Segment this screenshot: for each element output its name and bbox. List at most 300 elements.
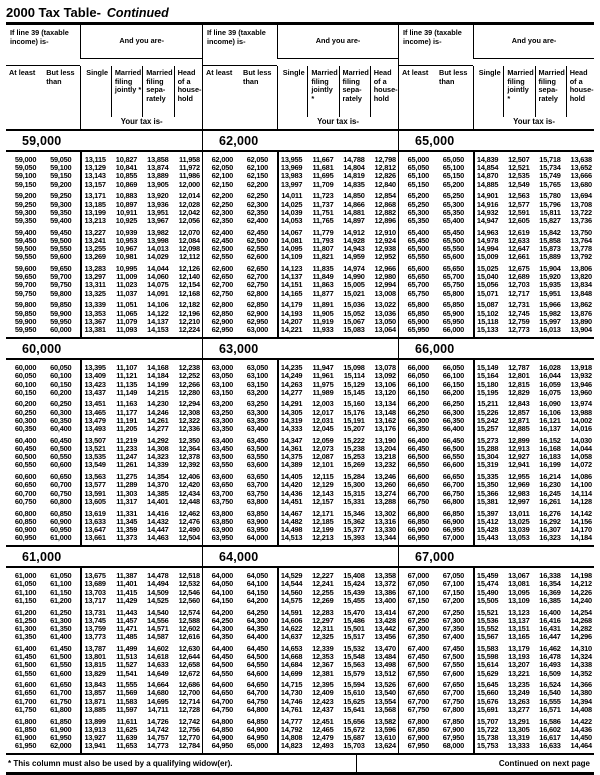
at-least-cell: 67,200 xyxy=(407,607,430,617)
at-least-cell: 60,950 xyxy=(14,533,37,543)
but-less-cell: 64,000 xyxy=(246,533,269,543)
table-row xyxy=(203,252,398,260)
tax-married-jointly-cell: 13,151 xyxy=(508,623,530,633)
tax-married-separately-cell: 16,276 xyxy=(539,508,561,518)
tax-married-separately-cell: 14,649 xyxy=(147,668,169,678)
but-less-cell: 65,250 xyxy=(442,191,465,201)
table-row xyxy=(6,725,202,733)
tax-married-jointly-cell: 11,219 xyxy=(116,435,138,445)
but-less-cell: 66,100 xyxy=(442,371,465,381)
table-row xyxy=(399,163,594,171)
at-least-cell: 65,250 xyxy=(407,199,430,209)
tax-married-jointly-cell: 13,011 xyxy=(508,508,530,518)
tax-married-separately-cell: 15,005 xyxy=(343,280,365,290)
table-row xyxy=(6,272,202,280)
tax-married-jointly-cell: 12,297 xyxy=(312,615,334,625)
tax-single-cell: 13,507 xyxy=(84,435,106,445)
tax-single-cell: 15,567 xyxy=(476,632,499,642)
tax-married-separately-cell: 14,881 xyxy=(343,207,365,217)
at-least-cell: 63,500 xyxy=(211,452,234,462)
table-row xyxy=(203,171,398,179)
table-row xyxy=(6,408,202,416)
tax-married-separately-cell: 15,811 xyxy=(539,207,561,217)
tax-married-separately-cell: 16,462 xyxy=(539,643,561,653)
at-least-cell: 65,600 xyxy=(407,264,430,274)
tax-married-separately-cell: 14,866 xyxy=(343,199,365,209)
at-least-cell: 65,150 xyxy=(407,179,430,189)
tax-married-jointly-cell: 11,793 xyxy=(312,235,334,245)
but-less-cell: 60,300 xyxy=(50,407,72,417)
tax-married-separately-cell: 15,393 xyxy=(343,533,365,543)
table-row xyxy=(203,733,398,741)
but-less-cell: 60,700 xyxy=(50,480,72,490)
but-less-cell: 66,500 xyxy=(442,444,465,453)
but-less-cell: 65,200 xyxy=(442,179,465,189)
tax-single-cell: 13,213 xyxy=(84,215,106,225)
tax-head-of-household-cell: 13,484 xyxy=(374,652,396,662)
tax-head-of-household-cell: 13,400 xyxy=(374,595,396,605)
tax-single-cell: 15,335 xyxy=(476,472,499,482)
but-less-cell: 62,150 xyxy=(246,171,269,181)
at-least-cell: 60,050 xyxy=(14,371,37,381)
table-row xyxy=(399,244,594,252)
at-least-cell: 63,400 xyxy=(211,435,234,445)
at-least-cell: 64,850 xyxy=(211,724,234,734)
tax-head-of-household-cell: 12,882 xyxy=(374,207,396,217)
tax-single-cell: 14,699 xyxy=(280,668,303,678)
tax-single-cell: 14,420 xyxy=(280,480,303,490)
but-less-cell: 66,850 xyxy=(442,508,465,518)
tax-head-of-household-cell: 14,212 xyxy=(570,579,592,589)
tax-head-of-household-cell: 13,596 xyxy=(374,724,396,734)
table-row xyxy=(399,579,594,587)
tax-single-cell: 13,129 xyxy=(84,163,106,173)
tax-head-of-household-cell: 14,310 xyxy=(570,643,592,653)
table-row xyxy=(6,371,202,379)
sections-container xyxy=(399,129,594,753)
but-less-cell: 63,150 xyxy=(246,379,269,389)
tax-head-of-household-cell: 12,098 xyxy=(178,244,200,254)
tax-single-cell: 14,095 xyxy=(280,244,303,254)
tax-married-separately-cell: 13,951 xyxy=(147,207,169,217)
but-less-cell: 62,800 xyxy=(246,288,269,298)
tax-single-cell: 15,583 xyxy=(476,643,499,653)
tax-married-jointly-cell: 11,177 xyxy=(116,407,138,417)
table-row xyxy=(399,632,594,640)
tax-head-of-household-cell: 13,806 xyxy=(570,264,592,274)
at-least-cell: 67,400 xyxy=(407,643,430,653)
tax-married-separately-cell: 16,338 xyxy=(539,571,561,581)
tax-married-jointly-cell: 13,109 xyxy=(508,595,530,605)
tax-single-cell: 13,591 xyxy=(84,488,106,498)
tax-married-separately-cell: 16,230 xyxy=(539,480,561,490)
but-less-cell: 65,850 xyxy=(442,300,465,310)
tax-married-separately-cell: 15,827 xyxy=(539,215,561,225)
table-row xyxy=(6,632,202,640)
tax-single-cell: 15,459 xyxy=(476,571,499,581)
but-less-cell: 67,500 xyxy=(442,652,465,662)
tax-single-cell: 13,675 xyxy=(84,571,106,581)
tax-single-cell: 15,195 xyxy=(476,387,499,397)
tax-single-cell: 15,133 xyxy=(476,324,499,334)
tax-head-of-household-cell: 13,218 xyxy=(374,452,396,462)
tax-head-of-household-cell: 13,988 xyxy=(570,407,592,417)
tax-married-jointly-cell: 12,129 xyxy=(312,480,334,490)
tax-head-of-household-cell: 13,974 xyxy=(570,399,592,409)
tax-married-jointly-cell: 11,135 xyxy=(116,379,138,389)
table-row xyxy=(399,652,594,660)
but-less-cell: 64,950 xyxy=(246,733,269,742)
at-least-cell: 62,600 xyxy=(211,264,234,274)
but-less-cell: 59,200 xyxy=(50,179,72,189)
tax-married-jointly-cell: 12,101 xyxy=(312,460,334,470)
but-less-cell: 61,850 xyxy=(50,716,72,726)
tax-head-of-household-cell: 13,414 xyxy=(374,607,396,617)
but-less-cell: 68,000 xyxy=(442,741,465,751)
tax-married-jointly-cell: 11,037 xyxy=(116,288,138,298)
at-least-cell: 61,350 xyxy=(14,632,37,642)
tax-single-cell: 15,087 xyxy=(476,300,499,310)
at-least-cell: 62,150 xyxy=(211,179,234,189)
but-less-cell: 66,600 xyxy=(442,460,465,470)
but-less-cell: 63,900 xyxy=(246,516,269,526)
tax-head-of-household-cell: 14,394 xyxy=(570,696,592,706)
tax-married-jointly-cell: 13,263 xyxy=(508,696,530,706)
tax-married-jointly-cell: 11,093 xyxy=(116,324,138,334)
tax-married-separately-cell: 14,819 xyxy=(343,171,365,181)
at-least-cell: 63,000 xyxy=(211,363,234,373)
table-row xyxy=(203,264,398,272)
tax-head-of-household-cell: 12,112 xyxy=(178,252,200,262)
tax-married-separately-cell: 14,153 xyxy=(147,324,169,334)
tax-married-jointly-cell: 11,555 xyxy=(116,680,138,690)
at-least-cell: 61,500 xyxy=(14,660,37,670)
but-less-cell: 63,450 xyxy=(246,435,269,445)
table-row xyxy=(203,717,398,725)
at-least-cell: 63,550 xyxy=(211,460,234,470)
tax-married-separately-cell: 15,408 xyxy=(343,571,365,581)
tax-married-separately-cell: 15,517 xyxy=(343,632,365,642)
tax-married-jointly-cell: 11,429 xyxy=(116,595,138,605)
but-less-cell: 67,300 xyxy=(442,615,465,625)
tax-single-cell: 15,304 xyxy=(476,452,499,462)
at-least-cell: 59,650 xyxy=(14,272,37,282)
tax-married-jointly-cell: 13,291 xyxy=(508,716,530,726)
at-least-cell: 59,750 xyxy=(14,288,37,298)
but-less-cell: 64,800 xyxy=(246,704,269,714)
at-least-cell: 65,000 xyxy=(407,155,430,164)
tax-head-of-household-cell: 12,966 xyxy=(374,264,396,274)
but-less-cell: 60,100 xyxy=(50,371,72,381)
at-least-cell: 66,550 xyxy=(407,460,430,470)
tax-married-jointly-cell: 12,647 xyxy=(508,244,530,254)
but-less-cell: 65,550 xyxy=(442,244,465,254)
tax-single-cell: 13,269 xyxy=(84,252,106,262)
tax-single-cell: 15,598 xyxy=(476,652,499,662)
at-least-cell: 59,450 xyxy=(14,235,37,245)
tax-single-cell: 14,839 xyxy=(476,155,499,164)
but-less-cell: 62,600 xyxy=(246,252,269,262)
tax-married-jointly-cell: 11,933 xyxy=(312,324,334,334)
tax-married-jointly-cell: 12,437 xyxy=(312,704,334,714)
tax-single-cell: 15,025 xyxy=(476,264,499,274)
table-row xyxy=(6,264,202,272)
tax-single-cell: 14,730 xyxy=(280,688,303,698)
tax-married-separately-cell: 14,804 xyxy=(343,163,365,173)
tax-single-cell: 15,149 xyxy=(476,363,499,373)
tax-married-jointly-cell: 12,451 xyxy=(312,716,334,726)
table-row xyxy=(6,155,202,163)
tax-married-jointly-cell: 13,221 xyxy=(508,668,530,678)
tax-head-of-household-cell: 13,680 xyxy=(570,179,592,189)
at-least-cell: 61,750 xyxy=(14,704,37,714)
at-least-cell: 63,800 xyxy=(211,508,234,518)
but-less-cell: 67,100 xyxy=(442,579,465,589)
table-row xyxy=(399,452,594,460)
tax-married-separately-cell: 15,424 xyxy=(343,579,365,589)
at-least-cell: 61,900 xyxy=(14,733,37,742)
at-least-cell: 64,150 xyxy=(211,595,234,605)
at-least-cell: 62,700 xyxy=(211,280,234,290)
tax-married-jointly-cell: 10,939 xyxy=(115,227,138,237)
tax-single-cell: 15,707 xyxy=(476,716,499,726)
table-row xyxy=(399,436,594,444)
table-row xyxy=(399,525,594,533)
tax-married-separately-cell: 15,377 xyxy=(343,524,365,534)
table-row xyxy=(399,644,594,652)
table-row xyxy=(6,680,202,688)
table-row xyxy=(203,399,398,407)
at-least-cell: 61,600 xyxy=(14,680,37,690)
tax-single-cell: 13,941 xyxy=(84,741,106,751)
at-least-cell: 60,600 xyxy=(14,472,37,482)
tax-single-cell: 14,575 xyxy=(280,595,303,605)
at-least-cell: 64,550 xyxy=(211,668,234,678)
tax-single-cell: 13,983 xyxy=(280,171,303,181)
at-least-cell: 59,950 xyxy=(14,324,37,334)
tax-married-separately-cell: 14,122 xyxy=(147,308,169,318)
tax-single-cell: 15,211 xyxy=(477,399,499,409)
tax-head-of-household-cell: 12,364 xyxy=(178,444,200,453)
but-less-cell: 66,950 xyxy=(442,524,465,534)
tax-head-of-household-cell: 13,526 xyxy=(374,680,396,690)
tax-married-separately-cell: 15,331 xyxy=(343,496,365,506)
at-least-cell: 63,250 xyxy=(211,407,234,417)
tax-married-separately-cell: 15,594 xyxy=(343,680,365,690)
qualifying-widower-footnote: * This column must also be used by a qualifying widow(er). xyxy=(6,755,357,772)
table-row xyxy=(399,317,594,325)
but-less-cell: 62,100 xyxy=(246,163,269,173)
tax-married-separately-cell: 15,191 xyxy=(343,415,365,425)
tax-married-separately-cell: 16,524 xyxy=(539,680,561,690)
at-least-cell: 62,850 xyxy=(211,308,234,318)
tax-single-cell: 14,823 xyxy=(280,741,303,751)
tax-married-jointly-cell: 11,149 xyxy=(116,387,138,397)
but-less-cell: 63,050 xyxy=(246,363,269,373)
tax-married-separately-cell: 15,904 xyxy=(539,264,561,274)
income-section-header: 59,000 xyxy=(6,129,202,152)
tax-head-of-household-cell: 12,574 xyxy=(178,607,200,617)
but-less-cell: 65,150 xyxy=(442,171,465,181)
income-section-header: 66,000 xyxy=(399,337,594,360)
tax-single-cell: 14,165 xyxy=(280,288,303,298)
table-row xyxy=(6,180,202,188)
tax-single-cell: 14,451 xyxy=(280,496,303,506)
tax-married-jointly-cell: 11,261 xyxy=(116,460,138,470)
group-header xyxy=(203,25,398,129)
tax-single-cell: 14,606 xyxy=(280,615,303,625)
tax-married-jointly-cell: 11,471 xyxy=(116,623,138,633)
section-rows xyxy=(399,568,594,753)
table-row xyxy=(203,363,398,371)
tax-single-cell: 13,199 xyxy=(84,207,106,217)
tax-married-jointly-cell: 12,031 xyxy=(312,415,334,425)
table-row xyxy=(6,300,202,308)
table-row xyxy=(399,717,594,725)
table-row xyxy=(6,533,202,541)
tax-single-cell: 13,619 xyxy=(84,508,106,518)
table-row xyxy=(203,272,398,280)
tax-married-jointly-cell: 13,249 xyxy=(508,688,530,698)
but-less-cell: 65,600 xyxy=(442,252,465,262)
tax-single-cell: 15,614 xyxy=(476,660,499,670)
but-less-cell: 67,550 xyxy=(442,660,465,670)
but-less-cell: 62,400 xyxy=(246,215,269,225)
table-row xyxy=(6,517,202,525)
at-least-cell: 62,950 xyxy=(211,324,234,334)
tax-married-separately-cell: 14,943 xyxy=(343,244,365,254)
table-row xyxy=(399,588,594,596)
but-less-cell: 65,400 xyxy=(442,215,465,225)
table-row xyxy=(203,388,398,396)
married-separately-header: Married filing sepa- rately xyxy=(535,66,566,117)
table-row xyxy=(203,216,398,224)
tax-married-separately-cell: 14,261 xyxy=(147,415,169,425)
tax-single-cell: 15,366 xyxy=(476,488,499,498)
at-least-cell: 62,500 xyxy=(211,244,234,254)
tax-single-cell: 14,039 xyxy=(280,207,303,217)
tax-married-jointly-cell: 12,857 xyxy=(508,407,530,417)
tax-head-of-household-cell: 14,128 xyxy=(570,496,592,506)
at-least-cell: 65,200 xyxy=(407,191,430,201)
table-row xyxy=(6,509,202,517)
at-least-cell: 60,400 xyxy=(14,435,37,445)
but-less-cell: 59,600 xyxy=(50,252,72,262)
at-least-cell: 63,700 xyxy=(211,488,234,498)
tax-head-of-household-cell: 12,056 xyxy=(178,215,200,225)
but-less-cell: 63,850 xyxy=(246,508,269,518)
tax-single-cell: 15,056 xyxy=(476,280,499,290)
table-row xyxy=(6,741,202,749)
tax-single-cell: 13,745 xyxy=(84,615,106,625)
tax-married-separately-cell: 15,703 xyxy=(343,741,365,751)
tax-single-cell: 13,227 xyxy=(84,227,106,237)
at-least-cell: 61,800 xyxy=(14,716,37,726)
at-least-cell: 61,050 xyxy=(14,579,37,589)
tax-married-jointly-cell: 13,319 xyxy=(508,733,530,742)
tax-married-separately-cell: 14,742 xyxy=(147,724,169,734)
tax-head-of-household-cell: 14,464 xyxy=(570,741,592,751)
section-rows xyxy=(6,360,202,545)
tax-married-separately-cell: 16,137 xyxy=(539,424,561,434)
at-least-cell: 62,800 xyxy=(211,300,234,310)
tax-head-of-household-cell: 13,344 xyxy=(374,533,396,543)
but-less-cell: 61,900 xyxy=(50,724,72,734)
but-less-cell: 66,800 xyxy=(442,496,465,506)
tax-single-cell: 13,815 xyxy=(84,660,106,670)
tax-table xyxy=(6,22,594,753)
tax-married-separately-cell: 16,292 xyxy=(539,516,561,526)
tax-single-cell: 13,451 xyxy=(84,399,106,409)
tax-head-of-household-cell: 13,064 xyxy=(374,324,396,334)
tax-married-separately-cell: 15,036 xyxy=(343,300,365,310)
table-row xyxy=(203,155,398,163)
but-less-cell: 60,550 xyxy=(50,452,72,462)
page-title xyxy=(6,3,594,20)
at-least-cell: 60,350 xyxy=(14,424,37,434)
tax-single-cell: 14,746 xyxy=(280,696,303,706)
at-least-header: At least xyxy=(206,68,233,77)
tax-married-jointly-cell: 12,927 xyxy=(508,452,530,462)
tax-head-of-household-cell: 14,408 xyxy=(570,704,592,714)
table-row xyxy=(399,325,594,333)
tax-married-separately-cell: 14,571 xyxy=(147,623,169,633)
at-least-cell: 66,300 xyxy=(407,415,430,425)
tax-married-separately-cell: 15,300 xyxy=(343,480,365,490)
but-less-cell: 64,050 xyxy=(246,571,269,581)
table-row xyxy=(399,289,594,297)
tax-married-separately-cell: 15,966 xyxy=(539,300,561,310)
at-least-cell: 63,150 xyxy=(211,387,234,397)
at-least-cell: 65,450 xyxy=(407,235,430,245)
but-less-cell: 64,150 xyxy=(246,587,269,597)
at-least-cell: 67,550 xyxy=(407,668,430,678)
at-least-cell: 66,000 xyxy=(407,363,430,373)
table-row xyxy=(399,208,594,216)
tax-married-jointly-cell: 12,185 xyxy=(312,516,334,526)
tax-single-cell: 15,412 xyxy=(476,516,499,526)
table-row xyxy=(399,155,594,163)
tax-single-cell: 14,053 xyxy=(280,215,303,225)
tax-married-jointly-cell: 11,737 xyxy=(312,199,334,209)
tax-head-of-household-cell: 12,294 xyxy=(178,399,200,409)
table-row xyxy=(203,371,398,379)
table-row xyxy=(399,608,594,616)
tax-single-cell: 13,423 xyxy=(84,379,106,389)
tax-head-of-household-cell: 12,448 xyxy=(178,496,200,506)
tax-married-separately-cell: 16,044 xyxy=(539,371,561,381)
tax-married-jointly-cell: 11,009 xyxy=(116,272,138,282)
but-less-cell: 59,250 xyxy=(50,191,72,201)
but-less-cell: 61,000 xyxy=(50,533,72,543)
but-less-cell: 61,400 xyxy=(50,632,72,642)
but-less-cell: 59,950 xyxy=(50,316,72,326)
tax-single-cell: 14,529 xyxy=(280,571,303,581)
tax-married-jointly-cell: 12,675 xyxy=(508,264,530,274)
tax-single-cell: 14,291 xyxy=(280,399,303,409)
table-row xyxy=(6,228,202,236)
table-row xyxy=(399,571,594,579)
tax-single-cell: 13,647 xyxy=(84,524,106,534)
tax-head-of-household-cell: 14,058 xyxy=(570,452,592,462)
tax-married-jointly-cell: 11,569 xyxy=(116,688,138,698)
but-less-cell: 59,300 xyxy=(50,199,72,209)
at-least-cell: 60,900 xyxy=(14,524,37,534)
tax-head-of-household-cell: 12,252 xyxy=(178,371,200,381)
at-least-cell: 65,500 xyxy=(407,244,430,254)
but-less-cell: 63,800 xyxy=(246,496,269,506)
at-least-cell: 65,100 xyxy=(407,171,430,181)
